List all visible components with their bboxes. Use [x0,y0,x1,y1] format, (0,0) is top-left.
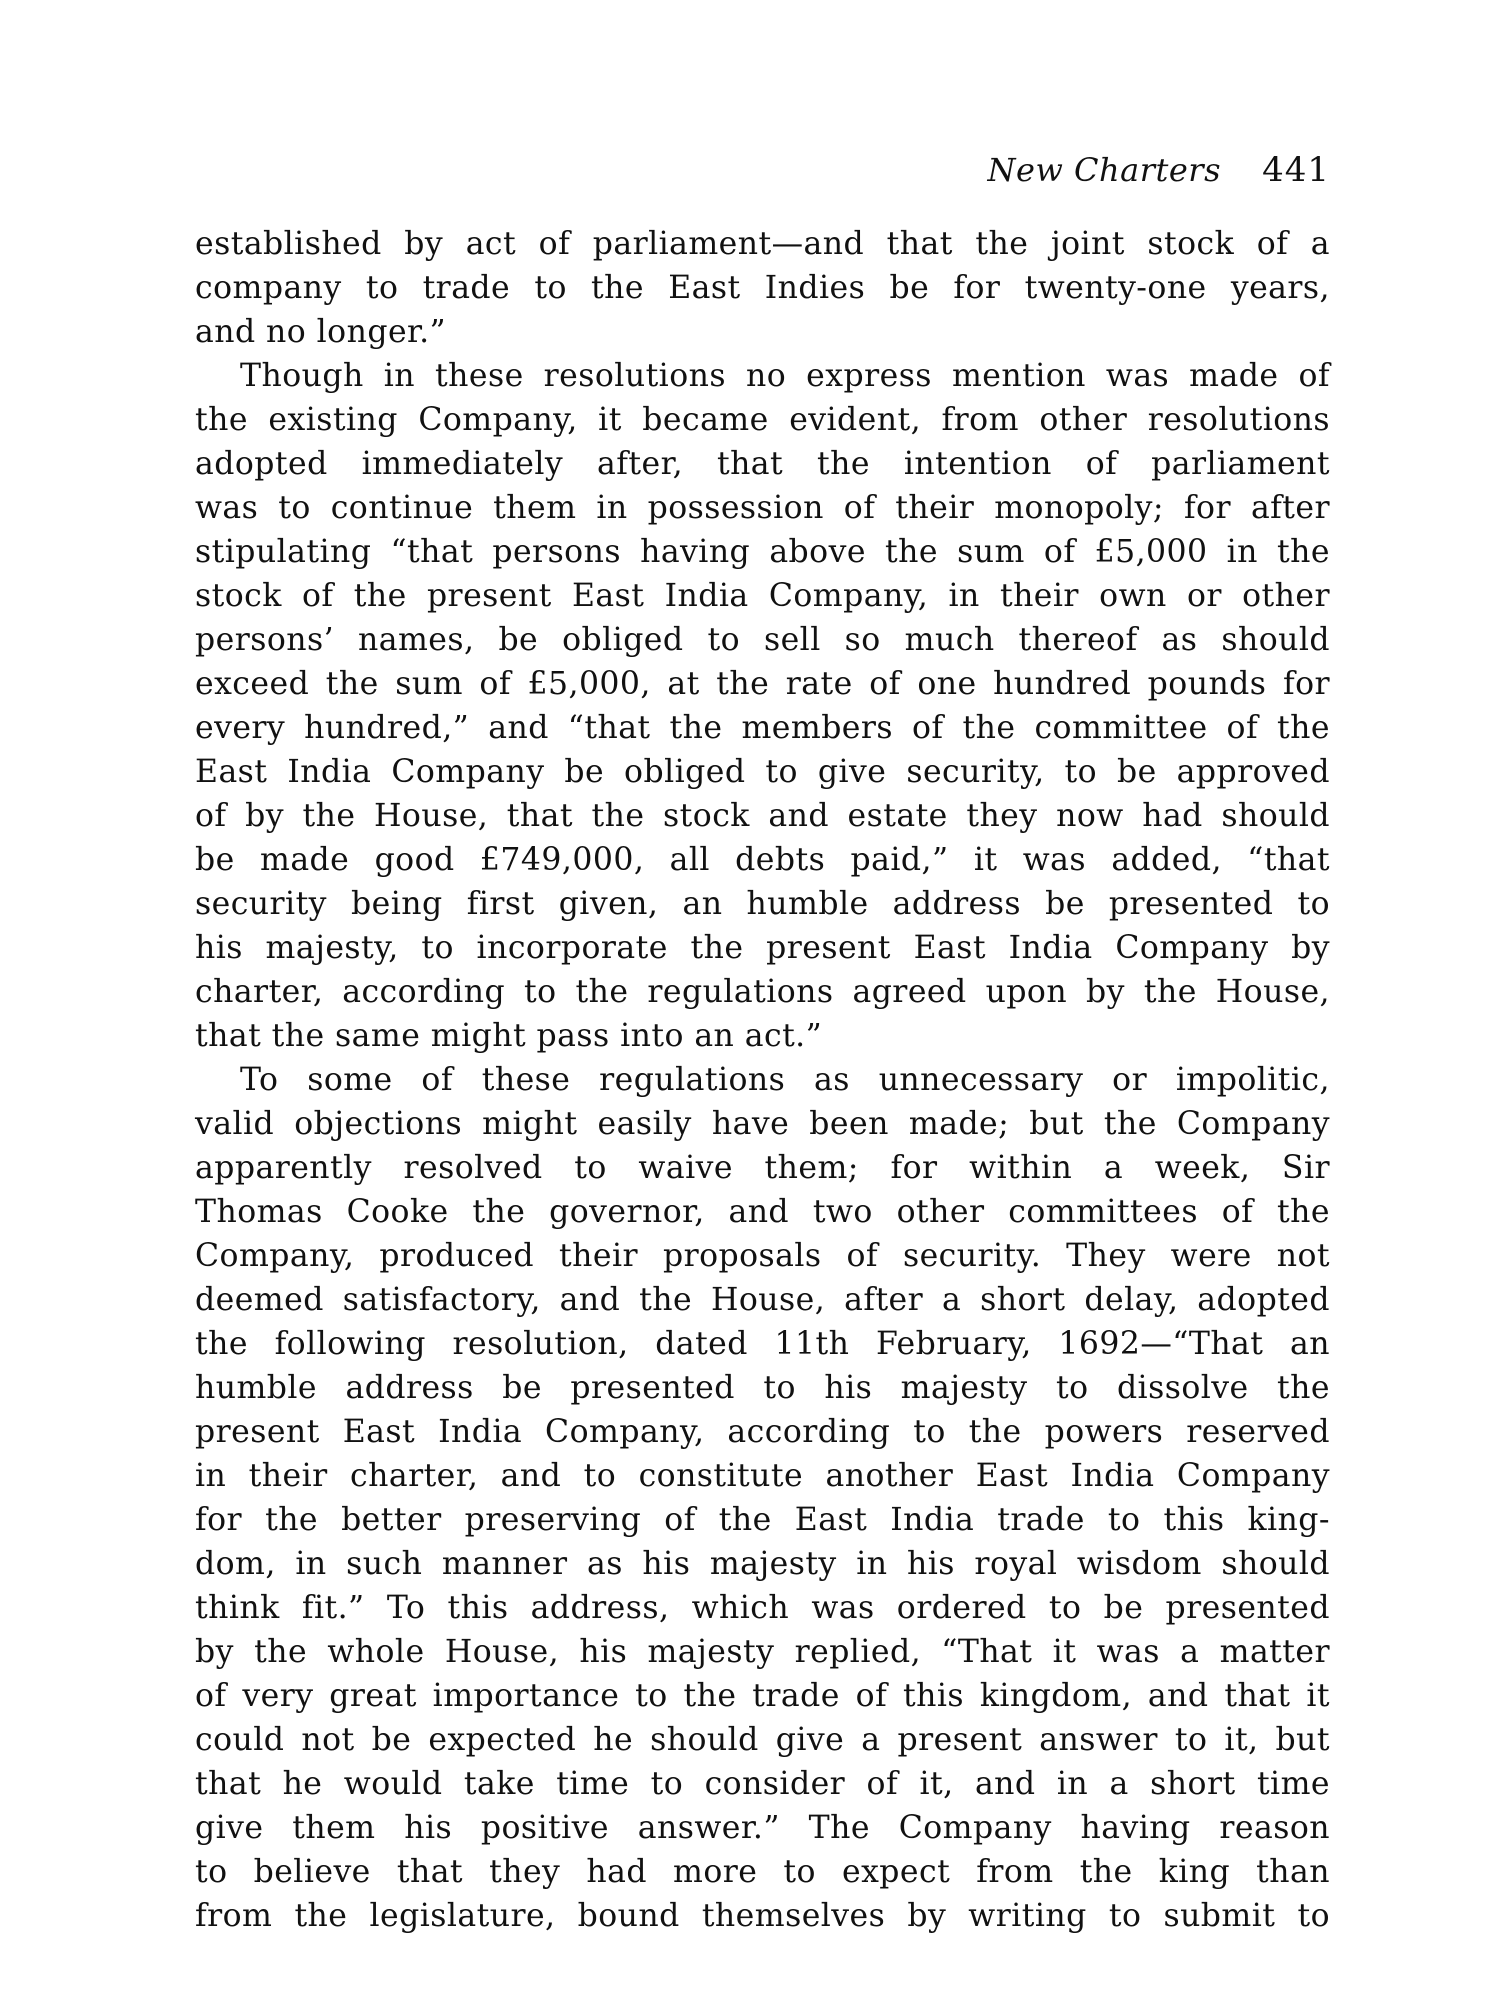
text-line: humble address be presented to his majesty to dissolve the [195,1370,1330,1406]
text-line: present East India Company, according to the powers reserved [195,1414,1330,1450]
text-line: valid objections might easily have been made; but the Company [195,1106,1330,1142]
text-line: to believe that they had more to expect from the king than [195,1854,1330,1890]
text-line: security being first given, an humble address be presented to [195,886,1330,922]
page-header [195,150,1330,200]
text-line: give them his positive answer.” The Company having reason [195,1810,1330,1846]
text-line: exceed the sum of £5,000, at the rate of one hundred pounds for [195,666,1330,702]
text-line: from the legislature, bound themselves by writing to submit to [195,1898,1330,1934]
text-line: Company, produced their proposals of security. They were not [195,1238,1330,1274]
text-line: deemed satisfactory, and the House, after a short delay, adopted [195,1282,1330,1318]
text-line: dom, in such manner as his majesty in his royal wisdom should [195,1546,1330,1582]
text-line: established by act of parliament—and that the joint stock of a [195,226,1330,262]
text-line: think fit.” To this address, which was ordered to be presented [195,1590,1330,1626]
text-line: adopted immediately after, that the intention of parliament [195,446,1330,482]
text-line: in their charter, and to constitute another East India Company [195,1458,1330,1494]
text-line: of very great importance to the trade of this kingdom, and that it [195,1678,1330,1714]
text-line: of by the House, that the stock and estate they now had should [195,798,1330,834]
text-line: for the better preserving of the East India trade to this king- [195,1502,1330,1538]
text-line: that he would take time to consider of it, and in a short time [195,1766,1330,1802]
text-line: charter, according to the regulations agreed upon by the House, [195,974,1330,1010]
text-line: be made good £749,000, all debts paid,” it was added, “that [195,842,1330,878]
running-title: New Charters [987,151,1221,189]
text-line: his majesty, to incorporate the present East India Company by [195,930,1330,966]
text-line: the existing Company, it became evident, from other resolutions [195,402,1330,438]
text-line: apparently resolved to waive them; for within a week, Sir [195,1150,1330,1186]
body-text [195,222,1330,1938]
page-number: 441 [1262,150,1330,190]
text-line: Though in these resolutions no express mention was made of [240,358,1330,394]
text-line: and no longer.” [195,314,447,350]
text-line: East India Company be obliged to give security, to be approved [195,754,1330,790]
text-line: that the same might pass into an act.” [195,1018,823,1054]
text-line: company to trade to the East Indies be for twenty-one years, [195,270,1330,306]
text-line: by the whole House, his majesty replied, “That it was a matter [195,1634,1330,1670]
text-line: stock of the present East India Company, in their own or other [195,578,1330,614]
text-line: was to continue them in possession of their monopoly; for after [195,490,1330,526]
text-line: could not be expected he should give a present answer to it, but [195,1722,1330,1758]
text-line: the following resolution, dated 11th February, 1692—“That an [195,1326,1330,1362]
text-line: To some of these regulations as unnecessary or impolitic, [240,1062,1330,1098]
text-line: stipulating “that persons having above the sum of £5,000 in the [195,534,1330,570]
text-line: persons’ names, be obliged to sell so much thereof as should [195,622,1330,658]
text-line: every hundred,” and “that the members of the committee of the [195,710,1330,746]
text-line: Thomas Cooke the governor, and two other committees of the [195,1194,1330,1230]
